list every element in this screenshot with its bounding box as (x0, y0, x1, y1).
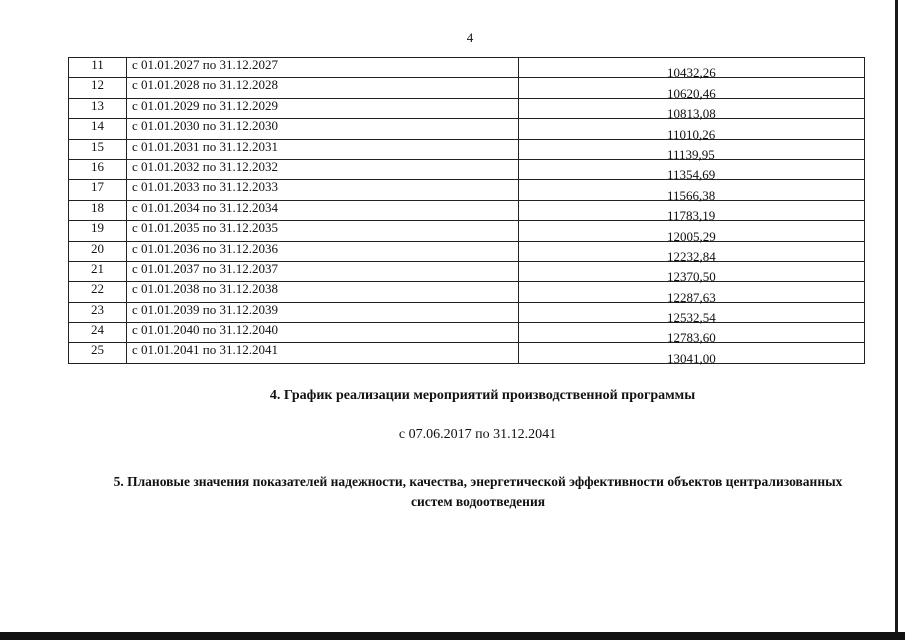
row-number-cell: 18 (69, 200, 127, 220)
value-cell: 10813,08 (519, 100, 865, 120)
period-cell: с 01.01.2033 по 31.12.2033 (127, 180, 519, 200)
section-4-period (0, 427, 905, 443)
table-row (69, 58, 865, 78)
table-row (69, 139, 865, 159)
value-cell: 12287,63 (519, 284, 865, 304)
period-cell: с 01.01.2036 по 31.12.2036 (127, 241, 519, 261)
period-cell: с 01.01.2031 по 31.12.2031 (127, 139, 519, 159)
table-row (69, 261, 865, 281)
table-row (69, 221, 865, 241)
table-row (69, 78, 865, 98)
value-cell: 11354,69 (519, 161, 865, 181)
row-number-cell: 19 (69, 221, 127, 241)
row-number-cell: 25 (69, 343, 127, 363)
period-cell: с 01.01.2039 по 31.12.2039 (127, 302, 519, 322)
value-cell: 13041,00 (519, 345, 865, 365)
value-cell: 12532,54 (519, 304, 865, 324)
table-row (69, 180, 865, 200)
value-cell: 11566,38 (519, 182, 865, 202)
value-cell: 11010,26 (519, 121, 865, 141)
period-cell: с 01.01.2035 по 31.12.2035 (127, 221, 519, 241)
section-4-period-text: с 07.06.2017 по 31.12.2041 (398, 427, 557, 442)
period-cell: с 01.01.2028 по 31.12.2028 (127, 78, 519, 98)
row-number-cell: 13 (69, 98, 127, 118)
period-cell: с 01.01.2034 по 31.12.2034 (127, 200, 519, 220)
period-cell: с 01.01.2027 по 31.12.2027 (127, 58, 519, 78)
table-row (69, 343, 865, 363)
table-row (69, 282, 865, 302)
value-cell: 12370,50 (519, 263, 865, 283)
period-cell: с 01.01.2029 по 31.12.2029 (127, 98, 519, 118)
row-number-cell: 21 (69, 261, 127, 281)
row-number-cell: 12 (69, 78, 127, 98)
value-cell: 11783,19 (519, 202, 865, 222)
row-number-cell: 16 (69, 159, 127, 179)
row-number-cell: 11 (69, 58, 127, 78)
scan-edge-right (895, 0, 898, 640)
value-cell: 11139,95 (519, 141, 865, 161)
period-cell: с 01.01.2030 по 31.12.2030 (127, 119, 519, 139)
value-cell: 12783,60 (519, 325, 865, 345)
row-number-cell: 20 (69, 241, 127, 261)
table-row (69, 200, 865, 220)
table-row (69, 241, 865, 261)
table-row (69, 302, 865, 322)
table-row (69, 98, 865, 118)
period-cell: с 01.01.2037 по 31.12.2037 (127, 261, 519, 281)
table-row (69, 159, 865, 179)
section-4-title: 4. График реализации мероприятий производственной программы (269, 388, 696, 403)
value-cell: 12232,84 (519, 243, 865, 263)
section-5-heading: 5. Плановые значения показателей надежности, качества, энергетической эффективности объектов централизованных систем водоотведения (113, 474, 843, 509)
row-number-cell: 23 (69, 302, 127, 322)
table-row (69, 119, 865, 139)
value-cell: 12005,29 (519, 223, 865, 243)
section-4-heading (0, 388, 905, 404)
row-number-cell: 17 (69, 180, 127, 200)
row-number-cell: 14 (69, 119, 127, 139)
value-cell: 10620,46 (519, 80, 865, 100)
value-cell: 10432,26 (519, 60, 865, 80)
row-number-cell: 22 (69, 282, 127, 302)
tariff-table (68, 57, 865, 364)
row-number-cell: 24 (69, 323, 127, 343)
table-row (69, 323, 865, 343)
row-number-cell: 15 (69, 139, 127, 159)
period-cell: с 01.01.2032 по 31.12.2032 (127, 159, 519, 179)
page-number: 4 (466, 30, 474, 45)
scan-edge-bottom (0, 632, 905, 640)
period-cell: с 01.01.2038 по 31.12.2038 (127, 282, 519, 302)
period-cell: с 01.01.2040 по 31.12.2040 (127, 323, 519, 343)
period-cell: с 01.01.2041 по 31.12.2041 (127, 343, 519, 363)
